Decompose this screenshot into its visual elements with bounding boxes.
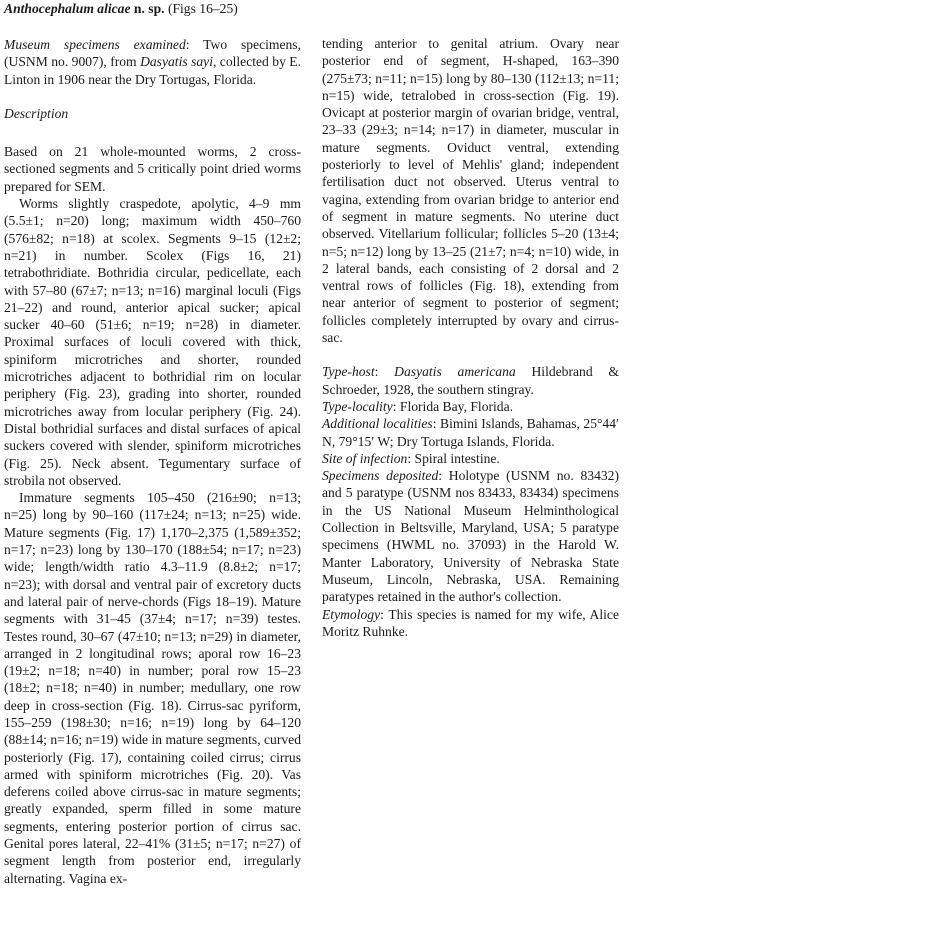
species-status: n. sp. [133, 1, 165, 16]
species-heading [4, 0, 238, 17]
museum-specimens-paragraph: Museum specimens examined: Two specimens, (USNM no. 9007), from Dasyatis sayi, collected by E. Linton in 1906 near the Dry Tortugas, Florida. [4, 37, 302, 87]
species-name: Anthocephalum alicae [4, 1, 131, 16]
type-locality-entry: Type-locality: Florida Bay, Florida. [322, 398, 514, 414]
figure-reference: (Figs 16–25) [167, 1, 238, 16]
type-host-entry: Type-host: Dasyatis americana Hildebrand & Schroeder, 1928, the southern stingray. [322, 364, 619, 397]
additional-localities-entry: Additional localities: Bimini Islands, Bahamas, 25°44′ N, 79°15′ W; Dry Tortuga Islands, Florida. [322, 416, 619, 449]
left-column [4, 36, 301, 887]
specimens-deposited-entry: Specimens deposited: Holotype (USNM no. 83432) and 5 paratype (USNM nos 83433, 83434) specimens in the US National Museum Helminthological Collection in Beltsville, Maryland, USA; 5 paratype specimens (HWML no. 37093) in the Harold W. Manter Laboratory, University of Nebraska State Museum, Lincoln, Nebraska, USA. Remaining paratypes retained in the author's collection. [322, 468, 619, 605]
paragraph-ovary: tending anterior to genital atrium. Ovary near posterior end of segment, H-shaped, 163–390 (275±73; n=11; n=15) long by 80–130 (112±13; n=11; n=15) wide, tetralobed in cross-section (Fig. 19). Ovicapt at posterior margin of ovarian bridge, ventral, 23–33 (29±3; n=14; n=17) in diameter, muscular in mature segments. Oviduct ventral, extending posteriorly to level of Mehlis' gland; independent fertilisation duct not observed. Uterus ventral to vagina, extending from ovarian bridge to anterior end of segment in mature segments. No uterine duct observed. Vitellarium follicular; follicles 5–20 (13±4; n=5; n=12) long by 13–25 (21±7; n=4; n=10) wide, in 2 lateral bands, each consisting of 2 dorsal and 2 ventral rows of follicles (Fig. 18), extending from near anterior of segment to posterior of segment; follicles completely interrupted by ovary and cirrus-sac. [322, 36, 619, 346]
description-heading: Description [4, 105, 69, 121]
right-column [322, 35, 619, 640]
paragraph-material: Based on 21 whole-mounted worms, 2 cross-sectioned segments and 5 critically point dried worms prepared for SEM. [4, 144, 301, 194]
paragraph-segments: Immature segments 105–450 (216±90; n=13; n=25) long by 90–160 (117±24; n=13; n=25) wide. Mature segments (Fig. 17) 1,170–2,375 (1,589±352; n=17; n=23) long by 130–170 (188±54; n=17; n=23) wide; length/width ratio 4.3–11.9 (8.8±2; n=17; n=23); with dorsal and ventral pair of excretory ducts and lateral pair of nerve-chords (Figs 18–19). Mature segments with 31–45 (37±4; n=17; n=39) testes. Testes round, 30–67 (47±10; n=13; n=29) in diameter, arranged in 2 longitudinal rows; aporal row 16–23 (19±2; n=18; n=40) in number; poral row 15–23 (18±2; n=18; n=40) in number; medullary, one row deep in cross-section (Fig. 18). Cirrus-sac pyriform, 155–259 (198±30; n=16; n=19) long by 64–120 (88±14; n=16; n=19) wide in mature segments, curved posteriorly (Fig. 17), containing coiled cirrus; cirrus armed with spiniform microtriches (Fig. 20). Vas deferens coiled above cirrus-sac in mature segments; greatly expanded, sperm filled in some mature segments, entering posterior portion of cirrus sac. Genital pores lateral, 22–41% (31±5; n=17; n=27) of segment length from posterior end, irregularly alternating. Vagina ex- [4, 490, 301, 886]
site-of-infection-entry: Site of infection: Spiral intestine. [322, 450, 500, 466]
museum-specimens-label: Museum specimens examined [4, 37, 186, 52]
paragraph-scolex: Worms slightly craspedote, apolytic, 4–9 mm (5.5±1; n=20) long; maximum width 450–760 (576±82; n=18) at scolex. Segments 9–15 (12±2; n=21) in number. Scolex (Figs 16, 21) tetrabothridiate. Bothridia circular, pedicellate, each with 57–80 (67±7; n=13; n=16) marginal loculi (Figs 21–22) and round, anterior apical sucker; apical sucker 40–60 (51±6; n=19; n=28) in diameter. Proximal surfaces of loculi covered with thick, spiniform microtriches and shorter, rounded microtriches adjacent to bothridial rim on locular periphery (Fig. 23), grading into shorter, rounded microtriches away from locular periphery (Fig. 24). Distal bothridial surfaces and distal surfaces of apical suckers covered with slender, spiniform microtriches (Fig. 25). Neck absent. Tegumentary surface of strobila not observed. [4, 196, 301, 488]
etymology-entry: Etymology: This species is named for my wife, Alice Moritz Ruhnke. [322, 606, 619, 639]
